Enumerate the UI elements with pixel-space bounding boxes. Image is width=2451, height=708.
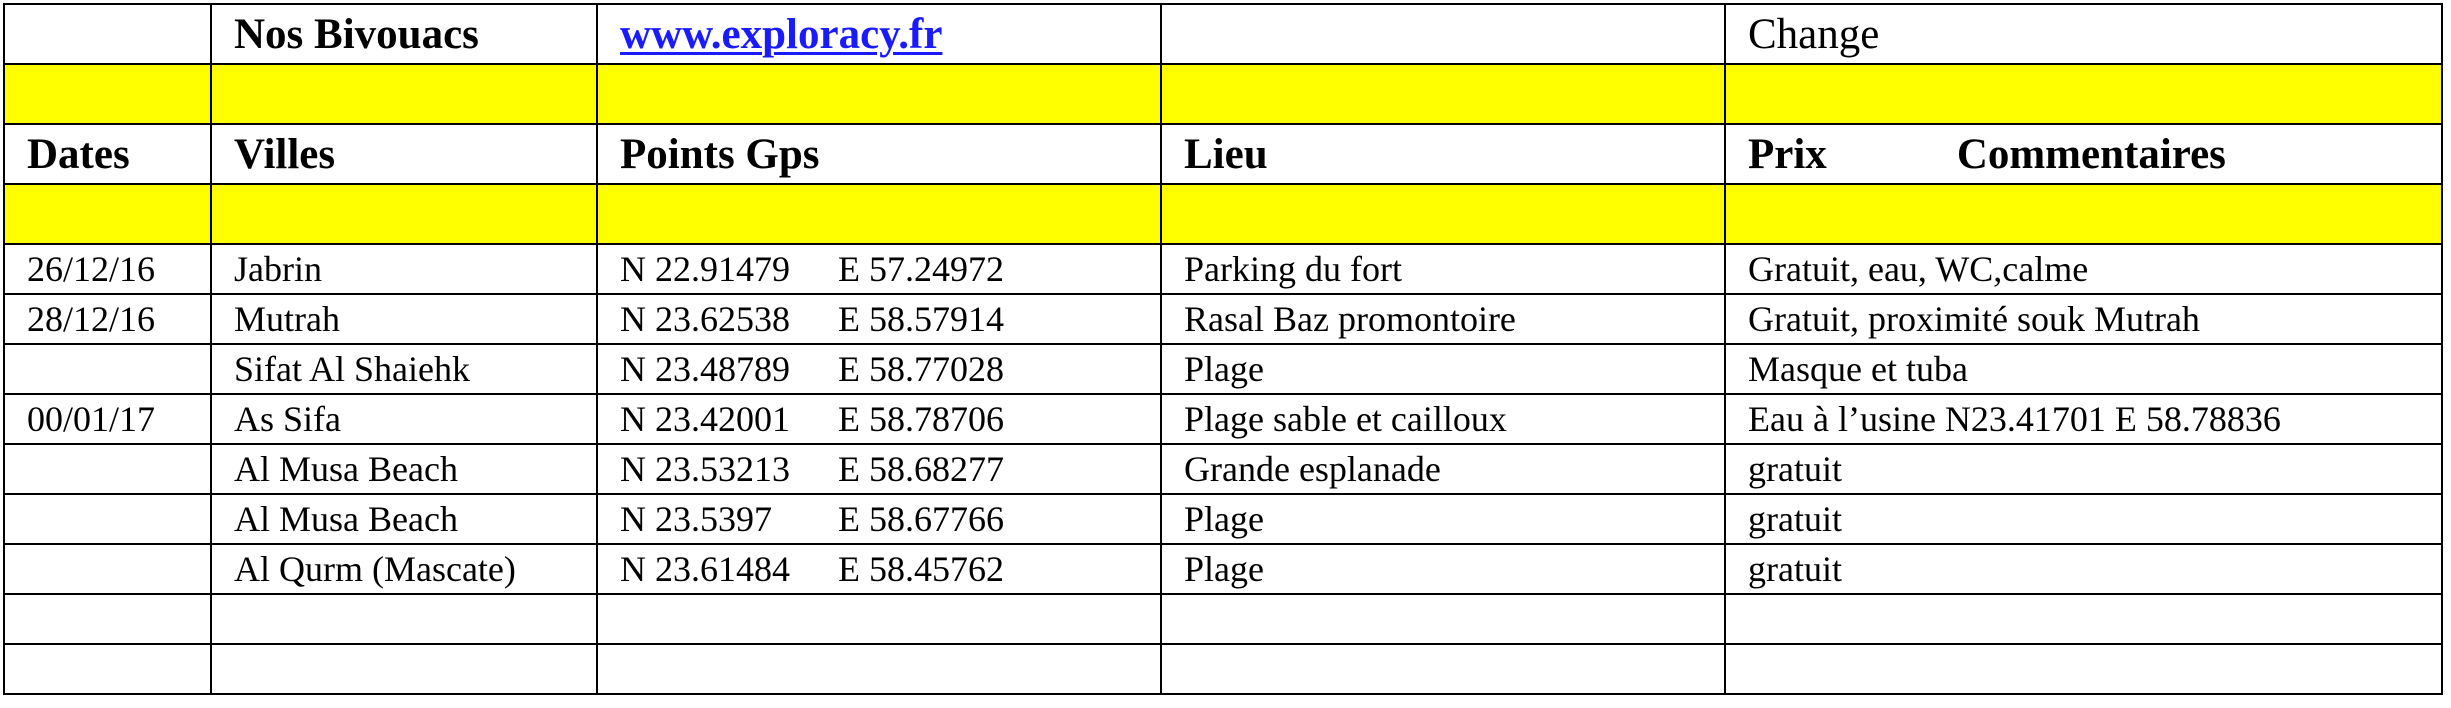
gps-lat: N 23.61484 (620, 549, 790, 589)
empty-cell (1725, 644, 2442, 694)
header-commentaires: Commentaires (1956, 130, 2226, 178)
lieu-cell: Plage (1161, 544, 1725, 594)
gps-lat: N 23.62538 (620, 299, 790, 339)
date-cell (4, 444, 211, 494)
date-cell (4, 544, 211, 594)
ville-cell: Al Musa Beach (211, 494, 597, 544)
highlight-cell (1725, 64, 2442, 124)
empty-cell (597, 644, 1161, 694)
header-lieu: Lieu (1161, 124, 1725, 184)
highlight-cell (1161, 64, 1725, 124)
highlight-cell (597, 64, 1161, 124)
empty-cell (211, 594, 597, 644)
gps-cell (597, 444, 1161, 494)
ville-cell: Mutrah (211, 294, 597, 344)
prix-cell: gratuit (1725, 444, 2442, 494)
prix-cell: Masque et tuba (1725, 344, 2442, 394)
prix-cell: Eau à l’usine N23.41701 E 58.78836 (1725, 394, 2442, 444)
website-link[interactable]: www.exploracy.fr (620, 10, 943, 58)
header-prix-commentaires (1725, 124, 2442, 184)
change-label: Change (1725, 4, 2442, 64)
lieu-cell: Grande esplanade (1161, 444, 1725, 494)
highlight-cell (597, 184, 1161, 244)
highlight-cell (4, 64, 211, 124)
gps-cell (597, 344, 1161, 394)
gps-lat: N 23.53213 (620, 449, 790, 489)
date-cell (4, 344, 211, 394)
highlight-cell (1725, 184, 2442, 244)
website-link-cell (597, 4, 1161, 64)
gps-cell (597, 294, 1161, 344)
gps-cell (597, 244, 1161, 294)
gps-cell (597, 394, 1161, 444)
ville-cell: As Sifa (211, 394, 597, 444)
empty-cell (1725, 594, 2442, 644)
bivouacs-table (3, 3, 2443, 695)
empty-row (4, 644, 2442, 694)
date-cell (4, 494, 211, 544)
table-row (4, 294, 2442, 344)
gps-cell (597, 494, 1161, 544)
lieu-cell: Parking du fort (1161, 244, 1725, 294)
table-row (4, 394, 2442, 444)
lieu-cell: Plage (1161, 494, 1725, 544)
gps-lon: E 58.78706 (838, 399, 1004, 439)
table-row (4, 244, 2442, 294)
gps-lat: N 22.91479 (620, 249, 790, 289)
header-row (4, 124, 2442, 184)
ville-cell: Sifat Al Shaiehk (211, 344, 597, 394)
lieu-cell: Rasal Baz promontoire (1161, 294, 1725, 344)
highlight-cell (1161, 184, 1725, 244)
highlight-cell (211, 184, 597, 244)
title-dates-cell (4, 4, 211, 64)
highlight-row (4, 64, 2442, 124)
header-dates: Dates (4, 124, 211, 184)
gps-lon: E 58.57914 (838, 299, 1004, 339)
ville-cell: Al Qurm (Mascate) (211, 544, 597, 594)
gps-lon: E 57.24972 (838, 249, 1004, 289)
empty-cell (4, 644, 211, 694)
date-cell: 00/01/17 (4, 394, 211, 444)
empty-cell (211, 644, 597, 694)
table-row (4, 444, 2442, 494)
header-gps: Points Gps (597, 124, 1161, 184)
gps-lat: N 23.5397 (620, 499, 772, 539)
date-cell: 26/12/16 (4, 244, 211, 294)
header-villes: Villes (211, 124, 597, 184)
lieu-cell: Plage sable et cailloux (1161, 394, 1725, 444)
empty-cell (4, 594, 211, 644)
gps-cell (597, 544, 1161, 594)
empty-row (4, 594, 2442, 644)
table-row (4, 544, 2442, 594)
ville-cell: Al Musa Beach (211, 444, 597, 494)
date-cell: 28/12/16 (4, 294, 211, 344)
header-prix: Prix (1748, 130, 1827, 178)
page-title: Nos Bivouacs (211, 4, 597, 64)
gps-lon: E 58.68277 (838, 449, 1004, 489)
table-row (4, 494, 2442, 544)
gps-lon: E 58.77028 (838, 349, 1004, 389)
title-lieu-cell (1161, 4, 1725, 64)
highlight-row (4, 184, 2442, 244)
empty-cell (1161, 644, 1725, 694)
empty-cell (597, 594, 1161, 644)
empty-cell (1161, 594, 1725, 644)
highlight-cell (4, 184, 211, 244)
prix-cell: Gratuit, proximité souk Mutrah (1725, 294, 2442, 344)
ville-cell: Jabrin (211, 244, 597, 294)
gps-lat: N 23.48789 (620, 349, 790, 389)
table-row (4, 344, 2442, 394)
prix-cell: gratuit (1725, 544, 2442, 594)
highlight-cell (211, 64, 597, 124)
gps-lon: E 58.67766 (838, 499, 1004, 539)
lieu-cell: Plage (1161, 344, 1725, 394)
prix-cell: Gratuit, eau, WC,calme (1725, 244, 2442, 294)
prix-cell: gratuit (1725, 494, 2442, 544)
title-row (4, 4, 2442, 64)
gps-lon: E 58.45762 (838, 549, 1004, 589)
gps-lat: N 23.42001 (620, 399, 790, 439)
